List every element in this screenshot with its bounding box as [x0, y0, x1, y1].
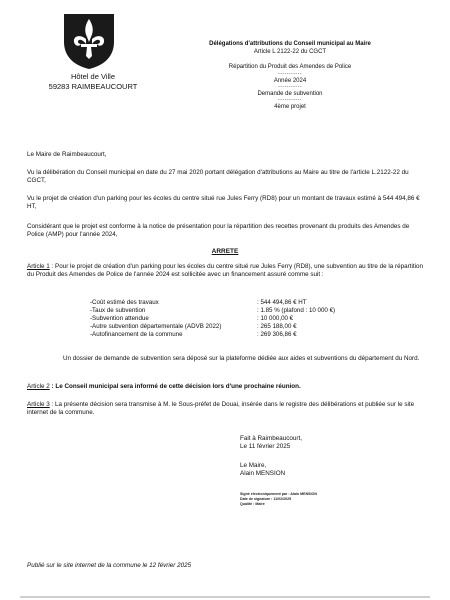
footer-rule [20, 590, 430, 600]
header-project: 4ème projet [274, 104, 306, 111]
esign-date: Date de signature : 11/02/2025 [240, 497, 292, 501]
item-value: : 1.85 % (plafond : 10 000 €) [257, 307, 336, 315]
mairie-address [48, 72, 138, 92]
item-label: -Autofinancement de la commune [90, 331, 183, 339]
intro-line: Le Maire de Raimbeaucourt, [27, 151, 107, 158]
arrete-heading: ARRETE [211, 248, 239, 255]
article-1-text: : Pour le projet de création d'un parking pour les écoles du centre situé rue Jules Ferry (RD8), une subvention au titre de la répartition du Produit des Amendes de Police de l'année 2024 est sollicitée avec un financement assuré comme suit : [27, 263, 424, 279]
item-value: : 269 306,86 € [257, 331, 297, 339]
fleur-de-lis-shield-icon [62, 12, 116, 70]
publication-note: Publié sur le site internet de la commune le 12 février 2025 [27, 562, 192, 569]
article-3-label: Article 3 [27, 401, 50, 408]
signatory-name: Alain MENSION [240, 470, 286, 478]
mairie-name: Hôtel de Ville [70, 72, 116, 81]
header-subject: Répartition du Produit des Amendes de Police [228, 64, 352, 71]
financing-list [90, 299, 430, 339]
considerant: Considérant que le projet est conforme à la notice de présentation pour la répartition des recettes provenant du produits des Amendes de Police (AMP) pour l'année 2024, [27, 223, 410, 239]
item-label: -Subvention attendue [90, 315, 149, 323]
item-value: : 10 000,00 € [257, 315, 294, 323]
header-separator: ----------- [278, 97, 302, 104]
article-1 [27, 263, 427, 279]
article-3-text: : La présente décision sera transmise à M. le Sous-préfet de Douai, insérée dans le registre des délibérations et publiée sur le site internet de la commune. [27, 401, 415, 417]
vu-deliberation: Vu la délibération du Conseil municipal en date du 27 mai 2020 portant délégation d'attributions au Maire au titre de l'article L.2122-22 du CGCT, [27, 169, 409, 185]
list-item [90, 315, 430, 323]
list-item [90, 299, 430, 307]
list-item [90, 331, 430, 339]
signatory-title: Le Maire, [240, 462, 267, 469]
item-label: -Autre subvention départementale (ADVB 2022) [90, 323, 222, 331]
esign-by: Signé électroniquement par : Alain MENSION [240, 492, 317, 496]
dossier-note: Un dossier de demande de subvention sera déposé sur la plateforme dédiée aux aides et subventions du département du Nord. [63, 355, 420, 362]
header-title: Délégations d'attributions du Conseil municipal au Maire [209, 41, 371, 47]
article-2 [27, 383, 427, 391]
sign-date: Le 11 février 2025 [240, 443, 291, 451]
fait-a: Fait à Raimbeaucourt, [240, 435, 302, 442]
item-value: : 544 494,86 € HT [257, 299, 307, 306]
header-request: Demande de subvention [257, 90, 323, 97]
list-item [90, 307, 430, 315]
signatory [240, 462, 420, 478]
list-item [90, 323, 430, 331]
vu-projet: Vu le projet de création d'un parking pour les écoles du centre situé rue Jules Ferry (RD8) pour un montant de travaux estimé à 544 494,86 € HT, [27, 195, 420, 211]
item-label: -Taux de subvention [90, 307, 146, 315]
item-value: : 265 188,00 € [257, 323, 297, 331]
header-separator: ----------- [278, 70, 302, 77]
header-year: Année 2024 [273, 77, 307, 84]
header-separator: ----------- [278, 83, 302, 90]
article-2-label: Article 2 [27, 383, 50, 390]
article-2-text: : Le Conseil municipal sera informé de cette décision lors d'une prochaine réunion. [49, 383, 301, 390]
esign-quality: Qualité : Maire [240, 502, 265, 506]
header-article: Article L 2122-22 du CGCT [253, 49, 327, 56]
mairie-postcode: 59283 RAIMBEAUCOURT [48, 82, 138, 91]
electronic-signature [240, 492, 420, 507]
place-date [240, 435, 420, 451]
article-3 [27, 401, 427, 417]
article-1-label: Article 1 [27, 263, 50, 270]
document-header [160, 40, 420, 111]
item-label: -Coût estimé des travaux [90, 299, 159, 306]
